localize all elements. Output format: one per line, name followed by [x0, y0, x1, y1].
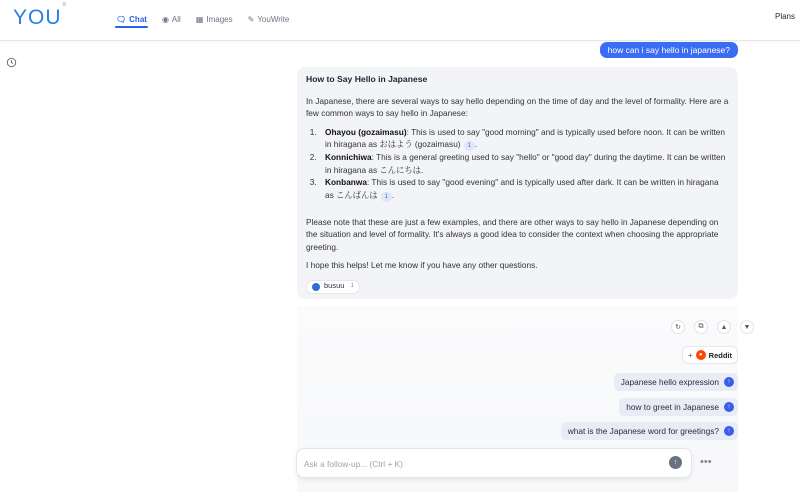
nav-tab-label: YouWrite — [257, 15, 290, 24]
greeting-term: Konbanwa — [325, 177, 367, 187]
copy-icon[interactable]: ⧉ — [694, 320, 708, 334]
reddit-icon: ● — [696, 350, 706, 360]
you-logo[interactable]: YOU® — [13, 2, 68, 29]
arrow-up-icon: ↑ — [724, 426, 734, 436]
main-nav — [116, 12, 289, 27]
answer-title: How to Say Hello in Japanese — [306, 74, 428, 84]
list-item — [319, 151, 729, 176]
suggestion-chip[interactable] — [614, 373, 738, 391]
suggestion-label: how to greet in Japanese — [626, 402, 719, 412]
list-item — [319, 126, 729, 152]
pencil-icon: ✎ — [247, 14, 255, 24]
answer-closing: I hope this helps! Let me know if you have any other questions. — [306, 260, 538, 270]
arrow-up-icon: ↑ — [724, 377, 734, 387]
sentence-end: . — [391, 189, 395, 200]
reddit-label: Reddit — [708, 350, 732, 360]
suggestion-chip[interactable] — [619, 398, 738, 416]
history-icon[interactable] — [6, 57, 17, 68]
nav-tab-chat[interactable] — [116, 12, 147, 27]
add-reddit-source-button[interactable] — [682, 346, 738, 364]
answer-actions — [671, 320, 754, 334]
greeting-term: Konnichiwa — [325, 152, 372, 162]
followup-input[interactable] — [304, 456, 659, 472]
plus-icon: + — [687, 350, 693, 360]
greeting-text: : This is used to say "good morning" and is typically used before noon. It can be written in hiragana as おはよう (gozaimasu) — [325, 126, 726, 149]
arrow-up-icon: ↑ — [724, 402, 734, 412]
suggestion-label: what is the Japanese word for greetings? — [567, 426, 719, 436]
more-options-icon[interactable]: ••• — [700, 456, 712, 468]
nav-tab-youwrite[interactable] — [248, 12, 290, 27]
citation-badge[interactable]: 1 — [381, 192, 392, 202]
plans-link[interactable]: Plans — [774, 12, 795, 21]
suggestion-label: Japanese hello expression — [620, 377, 719, 387]
nav-tab-label: All — [171, 15, 181, 24]
user-query-bubble: how can i say hello in japanese? — [600, 42, 738, 58]
busuu-logo-icon — [312, 283, 320, 291]
citation-badge[interactable]: 1 — [464, 141, 475, 151]
source-name: busuu — [324, 281, 345, 291]
source-count: 1 — [350, 283, 354, 290]
chat-icon: 🗨 — [116, 14, 127, 24]
top-bar — [0, 0, 800, 41]
thumbs-down-icon[interactable]: ▼ — [740, 320, 754, 334]
regenerate-icon[interactable]: ↻ — [671, 320, 685, 334]
suggestion-chip[interactable] — [561, 422, 738, 440]
nav-tab-images[interactable] — [196, 12, 233, 27]
followup-box — [296, 448, 692, 478]
greeting-list — [319, 126, 729, 202]
list-item — [319, 176, 729, 202]
thumbs-up-icon[interactable]: ▲ — [717, 320, 731, 334]
nav-tab-all[interactable] — [162, 12, 181, 27]
source-pill[interactable] — [306, 280, 360, 294]
send-button[interactable] — [669, 456, 682, 469]
greeting-term: Ohayou (gozaimasu) — [325, 126, 407, 137]
arrow-up-icon: ↑ — [673, 459, 678, 466]
greeting-text: : This is a general greeting used to say "hello" or "good day" during the daytime. It can be written in hiragana as こんにちは. — [325, 152, 726, 175]
images-icon: ▦ — [195, 14, 204, 24]
answer-note: Please note that these are just a few examples, and there are other ways to say hello in Japanese depending on the situation and level of formality. It's always a good idea to consider the context when choosing the appropriate greeting. — [306, 216, 719, 252]
nav-tab-label: Chat — [129, 15, 147, 24]
greeting-text: : This is used to say "good evening" and is typically used after dark. It can be written in hiragana as こんばんは — [325, 177, 719, 200]
sentence-end: . — [474, 139, 478, 149]
answer-card — [297, 67, 738, 299]
globe-icon: ◉ — [161, 14, 169, 24]
answer-intro: In Japanese, there are several ways to say hello depending on the time of day and the level of formality. Here are a few common ways to say hello in Japanese: — [306, 95, 729, 118]
nav-tab-label: Images — [206, 15, 233, 24]
